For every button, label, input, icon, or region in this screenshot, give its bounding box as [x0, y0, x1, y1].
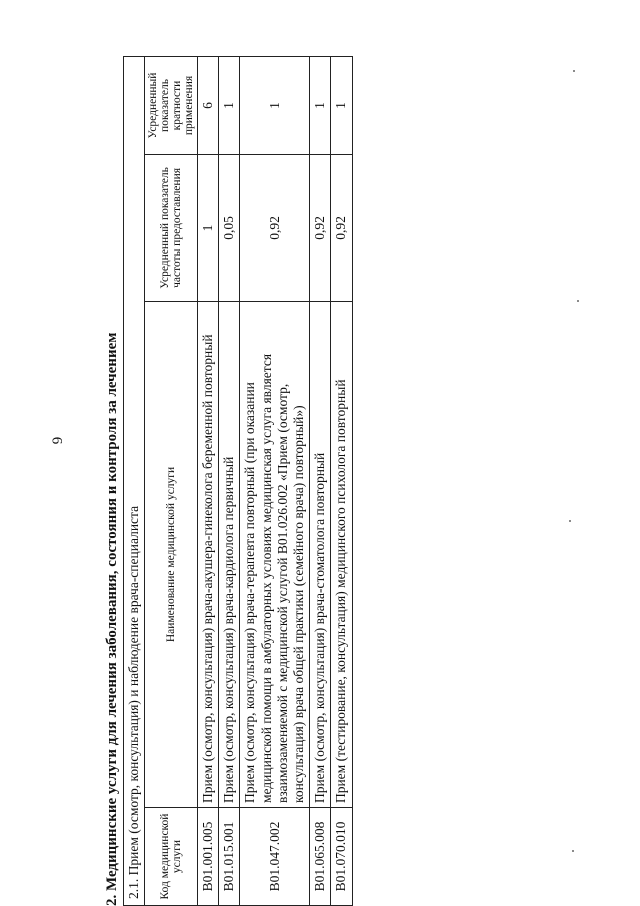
col-mult-header: Усредненный показатель кратности применения — [145, 57, 198, 155]
table-row — [310, 57, 331, 906]
scan-speck — [573, 70, 575, 72]
header-row — [145, 57, 198, 906]
service-name: Прием (осмотр, консультация) врача-кардиолога первичный — [219, 301, 240, 807]
service-name: Прием (осмотр, консультация) врача-акушера-гинеколога беременной повторный — [198, 301, 219, 807]
subheading: 2.1. Прием (осмотр, консультация) и наблюдение врача-специалиста — [124, 57, 145, 906]
col-freq-header: Усредненный показатель частоты предоставления — [145, 154, 198, 301]
frequency: 1 — [198, 154, 219, 301]
multiplicity: 1 — [331, 57, 352, 155]
multiplicity: 1 — [310, 57, 331, 155]
frequency: 0,92 — [240, 154, 310, 301]
service-code: B01.070.010 — [331, 808, 352, 906]
subheading-row — [124, 57, 145, 906]
frequency: 0,92 — [331, 154, 352, 301]
multiplicity: 1 — [219, 57, 240, 155]
table-row — [198, 57, 219, 906]
service-name: Прием (осмотр, консультация) врача-терапевта повторный (при оказании медицинской помощи в амбулаторных условиях медицинская услуга является взаимозаменяемой с медицинской услугой B01.026.002 «Прием (осмотр, консультация) врача общей практики (семейного врача) повторный») — [240, 301, 310, 807]
service-code: B01.001.005 — [198, 808, 219, 906]
services-table — [123, 56, 353, 906]
frequency: 0,92 — [310, 154, 331, 301]
multiplicity: 6 — [198, 57, 219, 155]
service-name: Прием (тестирование, консультация) медицинского психолога повторный — [331, 301, 352, 807]
frequency: 0,05 — [219, 154, 240, 301]
service-code: B01.047.002 — [240, 808, 310, 906]
scan-speck — [569, 520, 571, 522]
scan-speck — [577, 300, 579, 302]
table-row — [219, 57, 240, 906]
service-name: Прием (осмотр, консультация) врача-стоматолога повторный — [310, 301, 331, 807]
scan-speck — [572, 850, 574, 852]
service-code: B01.065.008 — [310, 808, 331, 906]
multiplicity: 1 — [240, 57, 310, 155]
rotated-content — [104, 0, 444, 906]
table-row — [240, 57, 310, 906]
col-name-header: Наименование медицинской услуги — [145, 301, 198, 807]
col-code-header: Код медицинской услуги — [145, 808, 198, 906]
page-number: 6 — [48, 436, 65, 445]
section-heading: 2. Медицинские услуги для лечения заболевания, состояния и контроля за лечением — [104, 332, 120, 906]
table-row — [331, 57, 352, 906]
service-code: B01.015.001 — [219, 808, 240, 906]
